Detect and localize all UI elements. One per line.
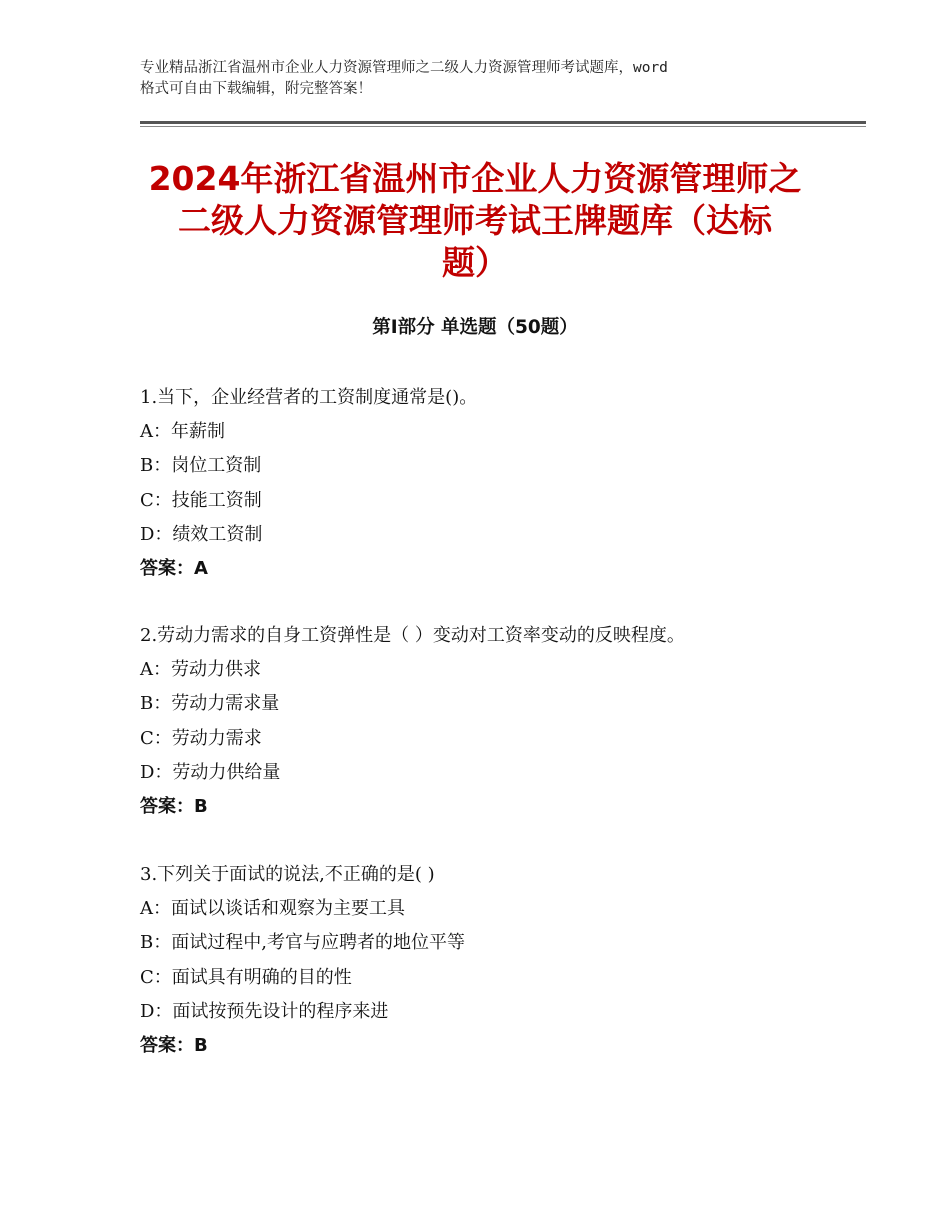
document-title-line-3: 题）: [442, 243, 508, 282]
section-heading: 第Ⅰ部分 单选题（50题）: [372, 317, 578, 338]
header-note-line-2: 格式可自由下载编辑，附完整答案！: [140, 81, 372, 97]
answer-label: 答案：B: [140, 1034, 208, 1056]
document-title-line-1: 2024年浙江省温州市企业人力资源管理师之: [148, 159, 802, 198]
option-b: B：面试过程中,考官与应聘者的地位平等: [140, 932, 465, 954]
answer-label: 答案：A: [140, 557, 208, 579]
question-3: [140, 858, 850, 1063]
option-c: C：劳动力需求: [140, 727, 262, 749]
document-title: [120, 158, 830, 284]
option-b: B：劳动力需求量: [140, 693, 280, 715]
question-stem: 2.劳动力需求的自身工资弹性是（ ）变动对工资率变动的反映程度。: [140, 625, 685, 646]
option-c: C：面试具有明确的目的性: [140, 966, 352, 988]
option-a: A：面试以谈话和观察为主要工具: [140, 898, 405, 920]
document-title-line-2: 二级人力资源管理师考试王牌题库（达标: [178, 201, 772, 240]
question-2: [140, 619, 850, 824]
header-note-line-1: 专业精品浙江省温州市企业人力资源管理师之二级人力资源管理师考试题库，word: [140, 60, 668, 76]
header-divider-thin: [140, 126, 866, 127]
option-d: D：面试按预先设计的程序来进: [140, 1000, 389, 1022]
option-c: C：技能工资制: [140, 489, 262, 511]
option-d: D：劳动力供给量: [140, 761, 281, 783]
header-divider-thick: [140, 121, 866, 124]
question-stem: 3.下列关于面试的说法,不正确的是( ): [140, 864, 435, 885]
option-a: A：劳动力供求: [140, 659, 261, 681]
option-d: D：绩效工资制: [140, 523, 263, 545]
header-note: [140, 58, 830, 100]
option-a: A：年薪制: [140, 421, 225, 443]
question-stem: 1.当下，企业经营者的工资制度通常是()。: [140, 387, 478, 408]
answer-label: 答案：B: [140, 795, 208, 817]
question-1: [140, 381, 850, 586]
option-b: B：岗位工资制: [140, 455, 262, 477]
